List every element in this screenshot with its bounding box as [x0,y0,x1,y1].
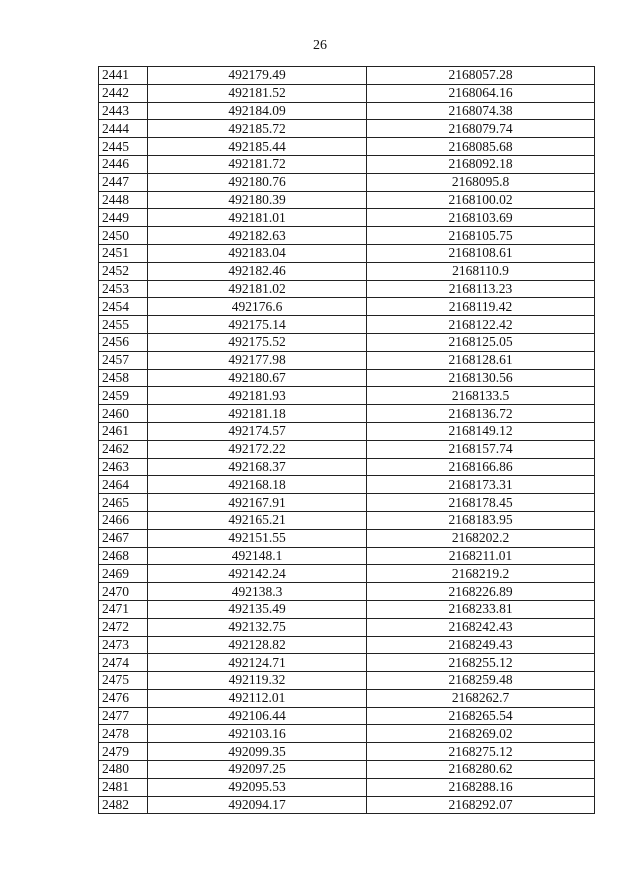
point-number-cell: 2466 [99,511,148,529]
point-number-cell: 2445 [99,138,148,156]
table-row [99,618,595,636]
coordinates-table-body [99,67,595,814]
x-coordinate-cell: 492168.18 [148,476,367,494]
table-row [99,547,595,565]
x-coordinate-cell: 492172.22 [148,440,367,458]
y-coordinate-cell: 2168202.2 [367,529,595,547]
y-coordinate-cell: 2168125.05 [367,333,595,351]
y-coordinate-cell: 2168166.86 [367,458,595,476]
point-number-cell: 2443 [99,102,148,120]
point-number-cell: 2467 [99,529,148,547]
x-coordinate-cell: 492185.44 [148,138,367,156]
table-row [99,244,595,262]
table-row [99,173,595,191]
x-coordinate-cell: 492177.98 [148,351,367,369]
table-row [99,778,595,796]
table-row [99,672,595,690]
x-coordinate-cell: 492112.01 [148,689,367,707]
x-coordinate-cell: 492181.93 [148,387,367,405]
table-row [99,761,595,779]
x-coordinate-cell: 492099.35 [148,743,367,761]
point-number-cell: 2469 [99,565,148,583]
x-coordinate-cell: 492106.44 [148,707,367,725]
x-coordinate-cell: 492168.37 [148,458,367,476]
y-coordinate-cell: 2168133.5 [367,387,595,405]
x-coordinate-cell: 492151.55 [148,529,367,547]
point-number-cell: 2472 [99,618,148,636]
x-coordinate-cell: 492180.76 [148,173,367,191]
y-coordinate-cell: 2168173.31 [367,476,595,494]
point-number-cell: 2474 [99,654,148,672]
table-row [99,529,595,547]
table-row [99,84,595,102]
point-number-cell: 2452 [99,262,148,280]
table-row [99,280,595,298]
table-row [99,494,595,512]
table-row [99,725,595,743]
y-coordinate-cell: 2168265.54 [367,707,595,725]
x-coordinate-cell: 492135.49 [148,600,367,618]
table-row [99,138,595,156]
table-row [99,600,595,618]
x-coordinate-cell: 492148.1 [148,547,367,565]
table-row [99,511,595,529]
coordinates-table [98,66,595,814]
point-number-cell: 2458 [99,369,148,387]
table-row [99,387,595,405]
point-number-cell: 2461 [99,422,148,440]
point-number-cell: 2475 [99,672,148,690]
x-coordinate-cell: 492185.72 [148,120,367,138]
y-coordinate-cell: 2168128.61 [367,351,595,369]
x-coordinate-cell: 492095.53 [148,778,367,796]
y-coordinate-cell: 2168259.48 [367,672,595,690]
point-number-cell: 2441 [99,67,148,85]
y-coordinate-cell: 2168280.62 [367,761,595,779]
y-coordinate-cell: 2168100.02 [367,191,595,209]
x-coordinate-cell: 492142.24 [148,565,367,583]
y-coordinate-cell: 2168255.12 [367,654,595,672]
point-number-cell: 2468 [99,547,148,565]
x-coordinate-cell: 492138.3 [148,583,367,601]
point-number-cell: 2481 [99,778,148,796]
table-row [99,422,595,440]
point-number-cell: 2471 [99,600,148,618]
point-number-cell: 2477 [99,707,148,725]
table-row [99,316,595,334]
point-number-cell: 2463 [99,458,148,476]
point-number-cell: 2448 [99,191,148,209]
point-number-cell: 2442 [99,84,148,102]
table-row [99,333,595,351]
point-number-cell: 2450 [99,227,148,245]
y-coordinate-cell: 2168085.68 [367,138,595,156]
point-number-cell: 2460 [99,405,148,423]
table-row [99,565,595,583]
y-coordinate-cell: 2168178.45 [367,494,595,512]
table-row [99,743,595,761]
x-coordinate-cell: 492182.46 [148,262,367,280]
table-row [99,298,595,316]
y-coordinate-cell: 2168249.43 [367,636,595,654]
point-number-cell: 2482 [99,796,148,814]
table-row [99,476,595,494]
y-coordinate-cell: 2168262.7 [367,689,595,707]
y-coordinate-cell: 2168275.12 [367,743,595,761]
table-row [99,351,595,369]
table-row [99,262,595,280]
x-coordinate-cell: 492174.57 [148,422,367,440]
y-coordinate-cell: 2168119.42 [367,298,595,316]
x-coordinate-cell: 492180.67 [148,369,367,387]
point-number-cell: 2457 [99,351,148,369]
point-number-cell: 2447 [99,173,148,191]
point-number-cell: 2476 [99,689,148,707]
x-coordinate-cell: 492128.82 [148,636,367,654]
table-row [99,227,595,245]
x-coordinate-cell: 492176.6 [148,298,367,316]
y-coordinate-cell: 2168269.02 [367,725,595,743]
x-coordinate-cell: 492094.17 [148,796,367,814]
x-coordinate-cell: 492124.71 [148,654,367,672]
x-coordinate-cell: 492184.09 [148,102,367,120]
table-row [99,120,595,138]
x-coordinate-cell: 492180.39 [148,191,367,209]
point-number-cell: 2459 [99,387,148,405]
x-coordinate-cell: 492175.52 [148,333,367,351]
x-coordinate-cell: 492165.21 [148,511,367,529]
table-row [99,405,595,423]
x-coordinate-cell: 492119.32 [148,672,367,690]
x-coordinate-cell: 492181.52 [148,84,367,102]
table-row [99,369,595,387]
point-number-cell: 2478 [99,725,148,743]
point-number-cell: 2444 [99,120,148,138]
y-coordinate-cell: 2168064.16 [367,84,595,102]
y-coordinate-cell: 2168136.72 [367,405,595,423]
table-row [99,440,595,458]
y-coordinate-cell: 2168211.01 [367,547,595,565]
table-row [99,654,595,672]
table-row [99,209,595,227]
y-coordinate-cell: 2168233.81 [367,600,595,618]
page-number: 26 [313,38,327,53]
y-coordinate-cell: 2168183.95 [367,511,595,529]
y-coordinate-cell: 2168288.16 [367,778,595,796]
x-coordinate-cell: 492182.63 [148,227,367,245]
point-number-cell: 2464 [99,476,148,494]
y-coordinate-cell: 2168092.18 [367,155,595,173]
x-coordinate-cell: 492103.16 [148,725,367,743]
point-number-cell: 2456 [99,333,148,351]
y-coordinate-cell: 2168292.07 [367,796,595,814]
y-coordinate-cell: 2168149.12 [367,422,595,440]
y-coordinate-cell: 2168219.2 [367,565,595,583]
point-number-cell: 2470 [99,583,148,601]
table-row [99,583,595,601]
table-row [99,636,595,654]
table-row [99,458,595,476]
table-row [99,67,595,85]
x-coordinate-cell: 492183.04 [148,244,367,262]
y-coordinate-cell: 2168057.28 [367,67,595,85]
x-coordinate-cell: 492175.14 [148,316,367,334]
point-number-cell: 2449 [99,209,148,227]
x-coordinate-cell: 492181.02 [148,280,367,298]
point-number-cell: 2455 [99,316,148,334]
x-coordinate-cell: 492181.72 [148,155,367,173]
y-coordinate-cell: 2168130.56 [367,369,595,387]
x-coordinate-cell: 492097.25 [148,761,367,779]
y-coordinate-cell: 2168122.42 [367,316,595,334]
y-coordinate-cell: 2168074.38 [367,102,595,120]
table-row [99,689,595,707]
point-number-cell: 2479 [99,743,148,761]
y-coordinate-cell: 2168105.75 [367,227,595,245]
point-number-cell: 2480 [99,761,148,779]
x-coordinate-cell: 492181.01 [148,209,367,227]
y-coordinate-cell: 2168242.43 [367,618,595,636]
y-coordinate-cell: 2168108.61 [367,244,595,262]
point-number-cell: 2473 [99,636,148,654]
y-coordinate-cell: 2168079.74 [367,120,595,138]
table-row [99,191,595,209]
table-row [99,102,595,120]
y-coordinate-cell: 2168095.8 [367,173,595,191]
x-coordinate-cell: 492132.75 [148,618,367,636]
point-number-cell: 2465 [99,494,148,512]
table-row [99,155,595,173]
point-number-cell: 2453 [99,280,148,298]
y-coordinate-cell: 2168226.89 [367,583,595,601]
point-number-cell: 2462 [99,440,148,458]
point-number-cell: 2454 [99,298,148,316]
point-number-cell: 2446 [99,155,148,173]
x-coordinate-cell: 492179.49 [148,67,367,85]
x-coordinate-cell: 492181.18 [148,405,367,423]
y-coordinate-cell: 2168113.23 [367,280,595,298]
point-number-cell: 2451 [99,244,148,262]
y-coordinate-cell: 2168103.69 [367,209,595,227]
table-row [99,796,595,814]
x-coordinate-cell: 492167.91 [148,494,367,512]
y-coordinate-cell: 2168157.74 [367,440,595,458]
table-row [99,707,595,725]
y-coordinate-cell: 2168110.9 [367,262,595,280]
